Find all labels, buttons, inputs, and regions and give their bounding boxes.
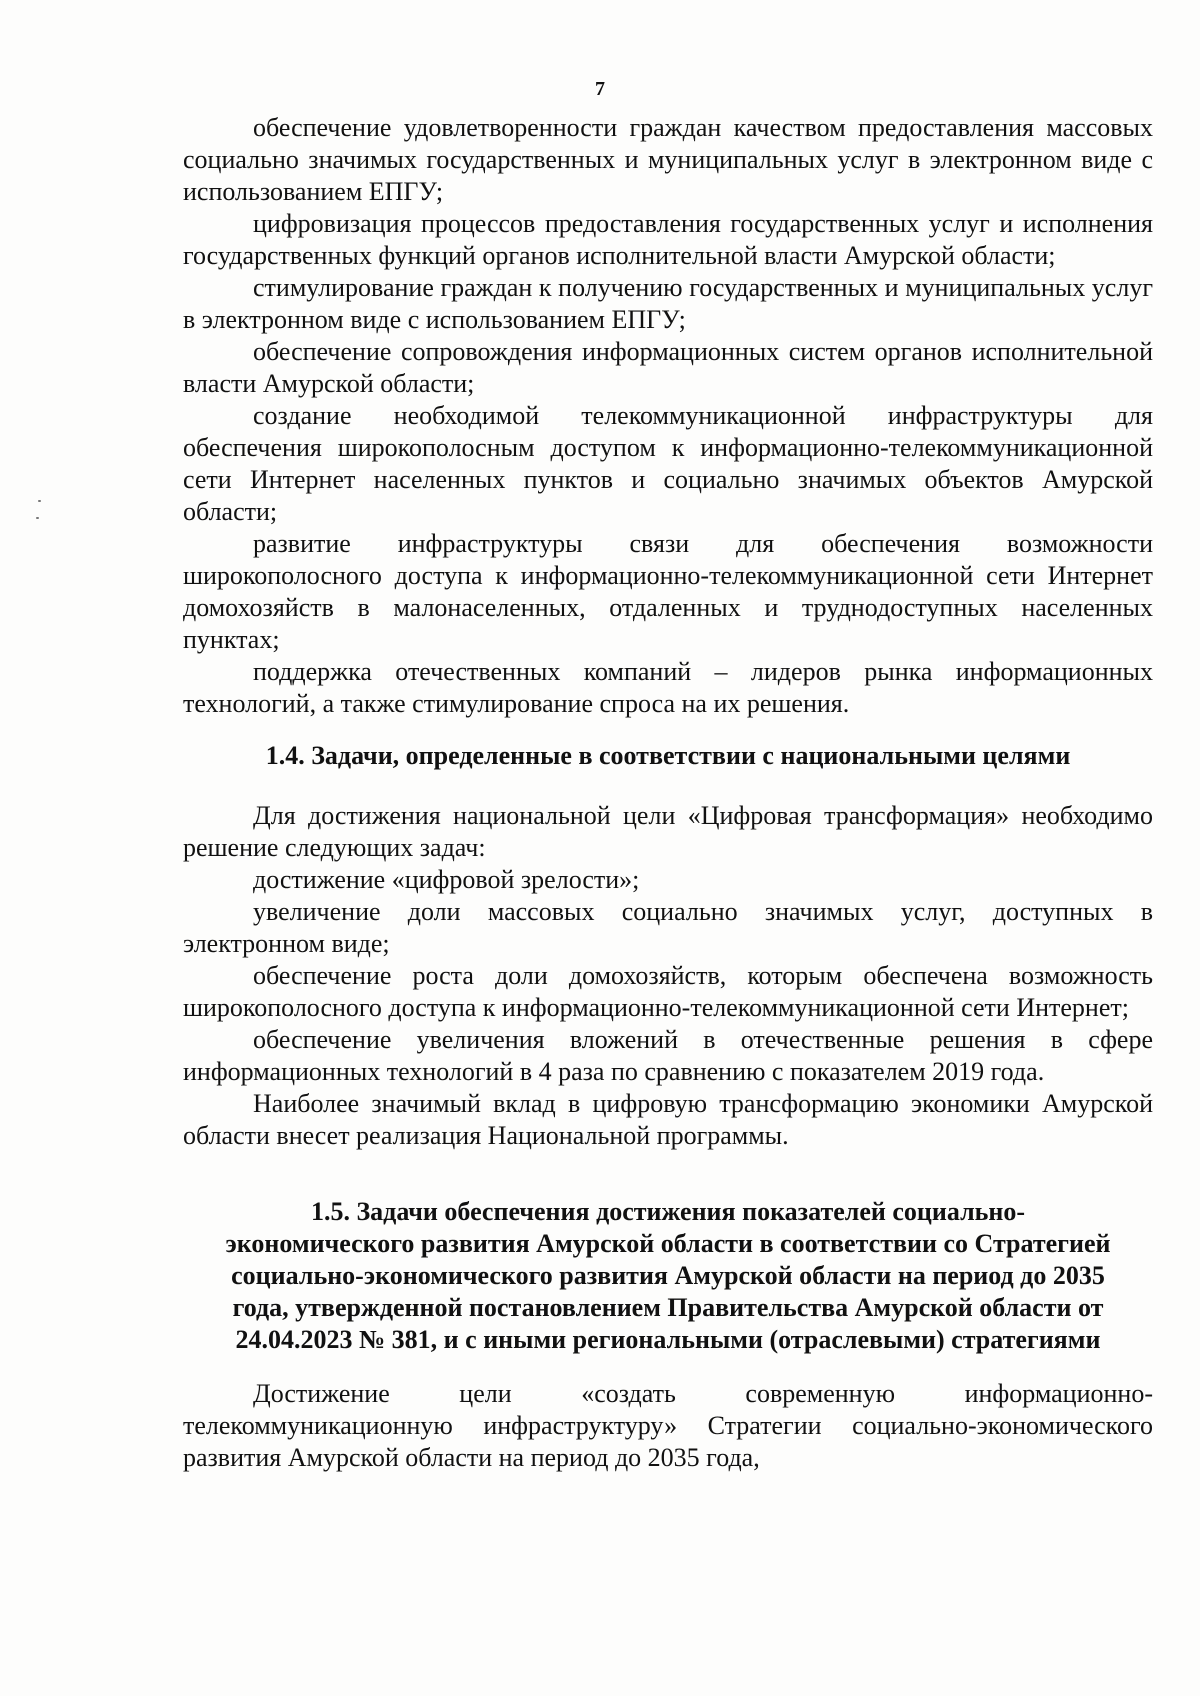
section-1-5-heading-line-3: социально-экономического развития Амурской области на период до 2035 [231,1261,1105,1290]
scan-speck [38,500,41,502]
section-1-5-heading-line-2: экономического развития Амурской области в соответствии со Стратегией [225,1229,1111,1258]
paragraph-1-4-3: увеличение доли массовых социально значимых услуг, доступных в электронном виде; [183,897,1153,958]
section-1-5-body [183,1378,1153,1474]
section-1-4-body [183,800,1153,1152]
page-number: 7 [595,78,605,100]
paragraph-1: обеспечение удовлетворенности граждан качеством предоставления массовых социально значимых государственных и муниципальных услуг в электронном виде с использованием ЕПГУ; [183,113,1153,206]
section-1-5-heading-line-5: 24.04.2023 № 381, и с иными региональными (отраслевыми) стратегиями [235,1325,1101,1354]
section-1-5-heading-line-1: 1.5. Задачи обеспечения достижения показателей социально- [310,1197,1026,1226]
section-1-5-heading-line-4: года, утвержденной постановлением Правительства Амурской области от [232,1293,1104,1322]
paragraph-1-4-5: обеспечение увеличения вложений в отечественные решения в сфере информационных технологий в 4 раза по сравнению с показателем 2019 года. [183,1025,1153,1086]
paragraph-6: развитие инфраструктуры связи для обеспечения возможности широкополосного доступа к информационно-телекоммуникационной сети Интернет домохозяйств в малонаселенных, отдаленных и труднодоступных населенных пунктах; [183,529,1153,654]
paragraph-2: цифровизация процессов предоставления государственных услуг и исполнения государственных функций органов исполнительной власти Амурской области; [183,209,1153,270]
paragraph-3: стимулирование граждан к получению государственных и муниципальных услуг в электронном виде с использованием ЕПГУ; [183,273,1153,334]
paragraph-1-4-6: Наиболее значимый вклад в цифровую трансформацию экономики Амурской области внесет реализация Национальной программы. [183,1089,1153,1150]
scan-speck [36,517,39,519]
section-1-4-heading: 1.4. Задачи, определенные в соответствии с национальными целями [265,741,1071,770]
paragraph-4: обеспечение сопровождения информационных систем органов исполнительной власти Амурской области; [183,337,1153,398]
paragraph-1-4-1: Для достижения национальной цели «Цифровая трансформация» необходимо решение следующих задач: [183,801,1153,862]
section-1-5-heading [183,1196,1153,1356]
paragraph-1-4-2: достижение «цифровой зрелости»; [253,865,640,894]
task-list-section [183,112,1153,720]
paragraph-5: создание необходимой телекоммуникационной инфраструктуры для обеспечения широкополосным доступом к информационно-телекоммуникационной сети Интернет населенных пунктов и социально значимых объектов Амурской области; [183,401,1153,526]
section-1-4 [183,740,1153,772]
paragraph-7: поддержка отечественных компаний – лидеров рынка информационных технологий, а также стимулирование спроса на их решения. [183,657,1153,718]
paragraph-1-5-1: Достижение цели «создать современную информационно-телекоммуникационную инфраструктуру» Стратегии социально-экономического развития Амурской области на период до 2035 года, [183,1379,1153,1472]
paragraph-1-4-4: обеспечение роста доли домохозяйств, которым обеспечена возможность широкополосного доступа к информационно-телекоммуникационной сети Интернет; [183,961,1153,1022]
